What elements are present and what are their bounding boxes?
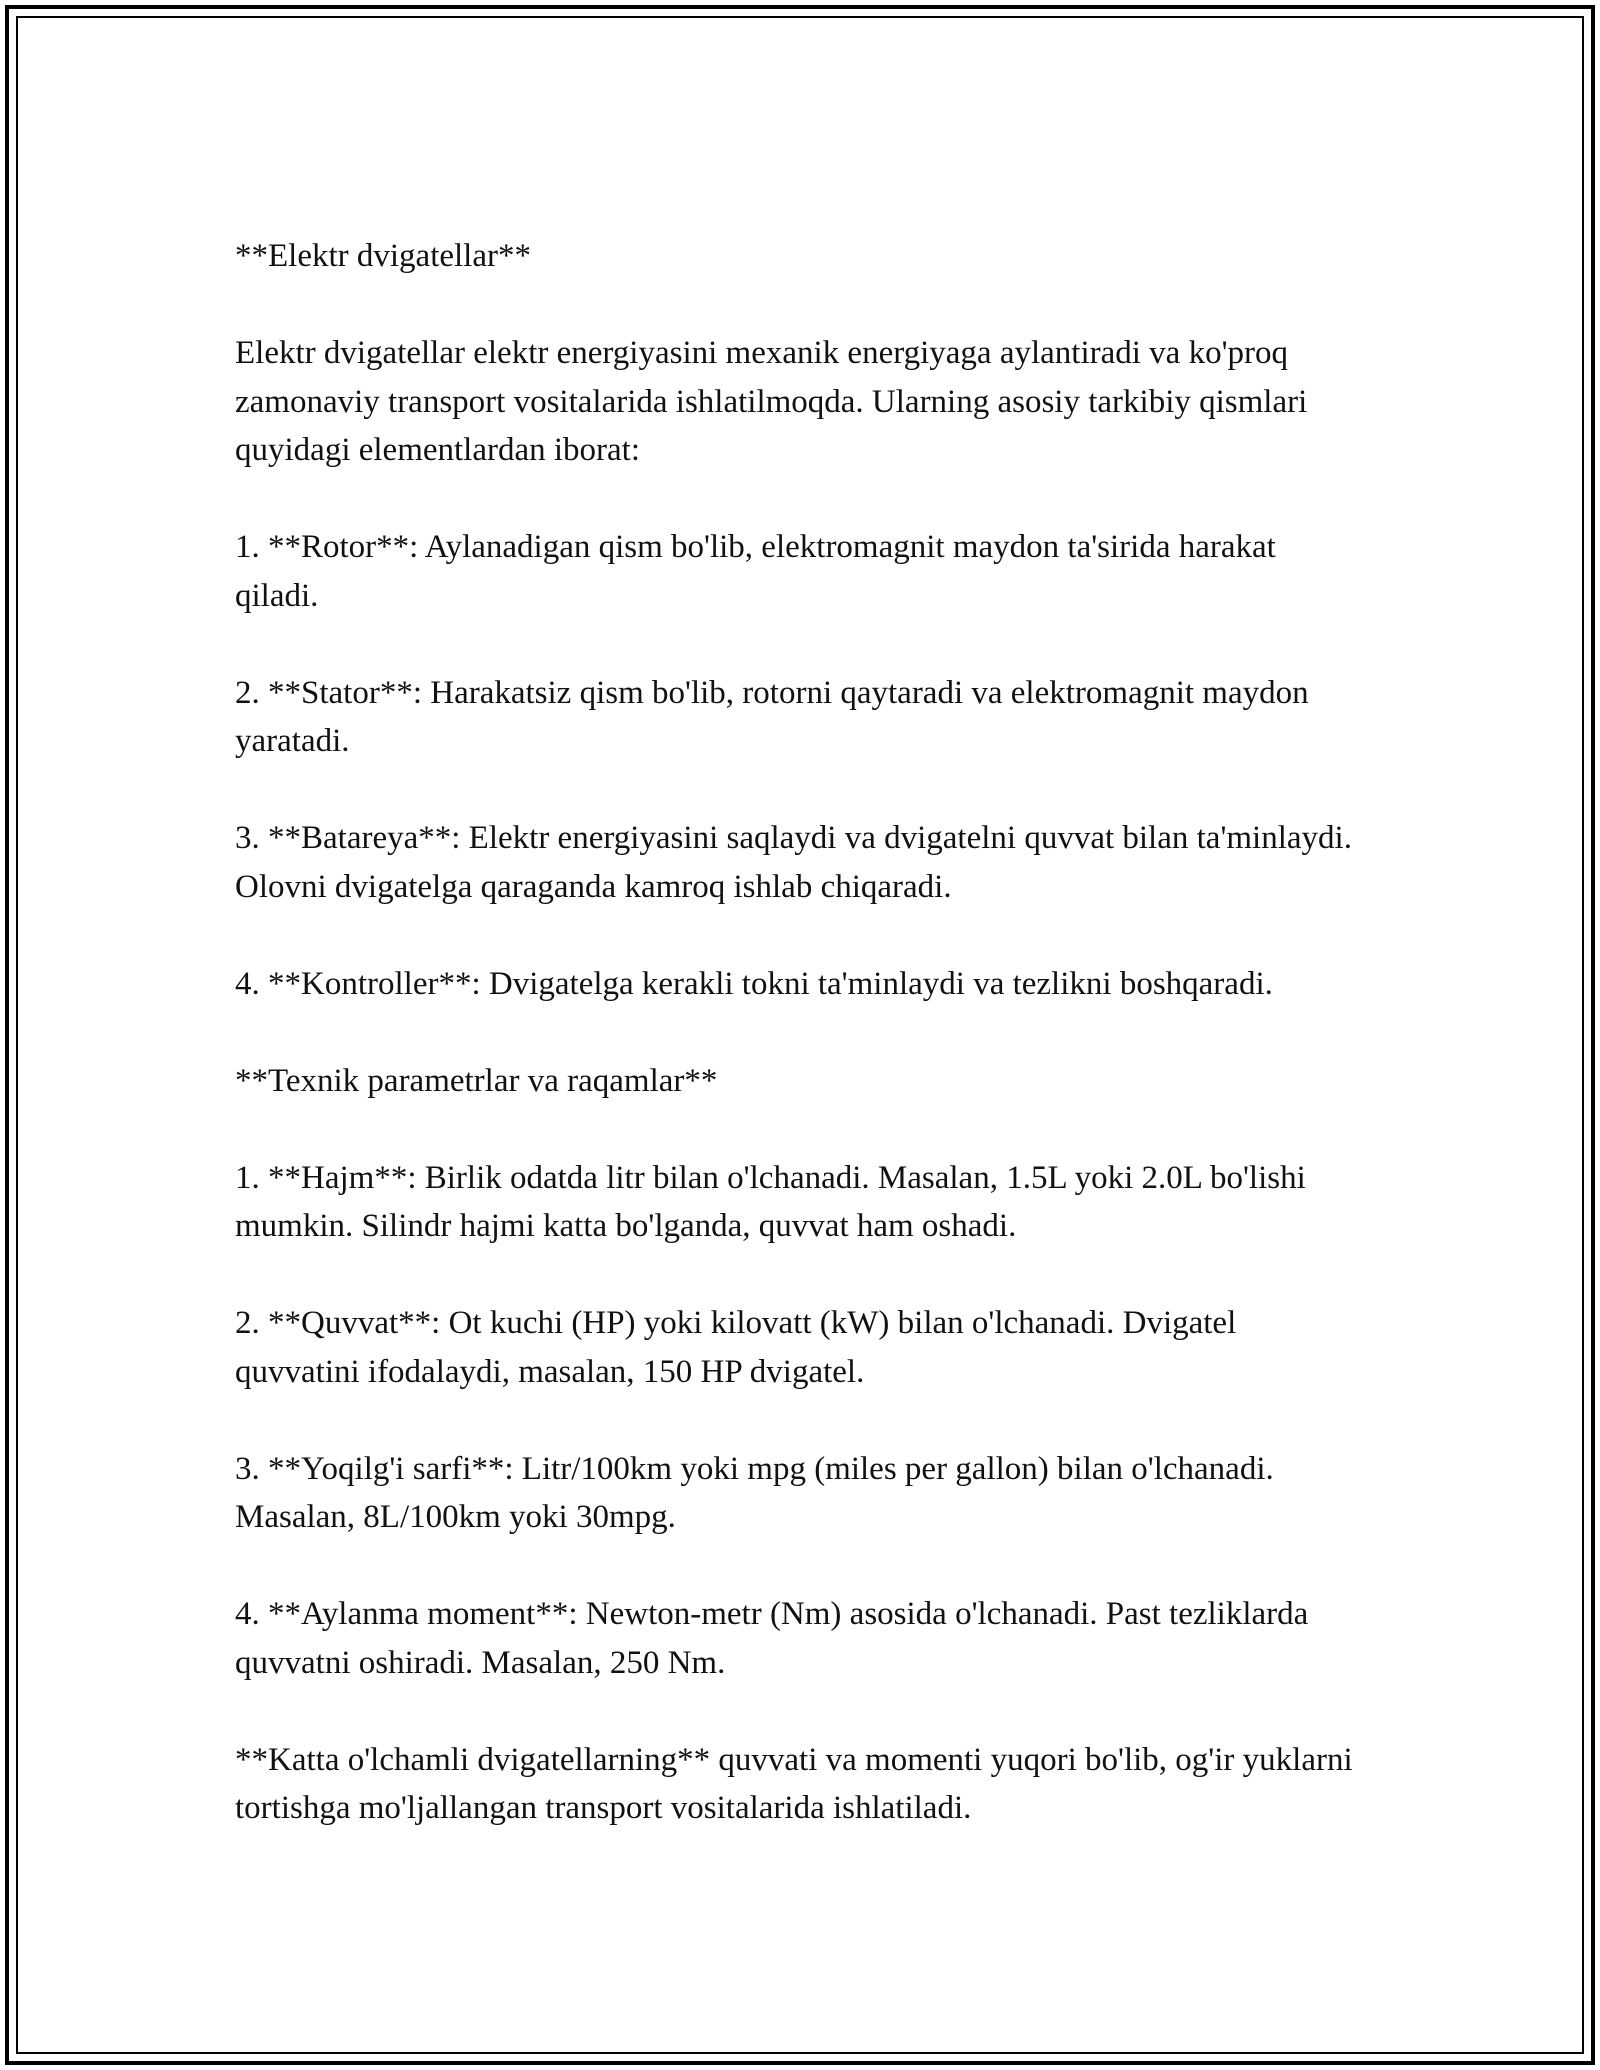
closing-paragraph: **Katta o'lchamli dvigatellarning** quvvati va momenti yuqori bo'lib, og'ir yuklarni tortishga mo'ljallangan transport vositalarida ishlatiladi.	[235, 1741, 1353, 1826]
param-item-hajm: 1. **Hajm**: Birlik odatda litr bilan o'lchanadi. Masalan, 1.5L yoki 2.0L bo'lishi mumkin. Silindr hajmi katta bo'lganda, quvvat ham oshadi.	[235, 1159, 1306, 1244]
component-item-batareya: 3. **Batareya**: Elektr energiyasini saqlaydi va dvigatelni quvvat bilan ta'minlaydi. Olovni dvigatelga qaraganda kamroq ishlab chiqaradi.	[235, 820, 1352, 905]
document-body	[235, 232, 1355, 1833]
param-item-quvvat: 2. **Quvvat**: Ot kuchi (HP) yoki kilovatt (kW) bilan o'lchanadi. Dvigatel quvvatini ifodalaydi, masalan, 150 HP dvigatel.	[235, 1305, 1237, 1390]
document-heading: **Elektr dvigatellar**	[235, 238, 531, 274]
param-item-yoqilgi-sarfi: 3. **Yoqilg'i sarfi**: Litr/100km yoki mpg (miles per gallon) bilan o'lchanadi. Masalan, 8L/100km yoki 30mpg.	[235, 1450, 1274, 1535]
intro-paragraph: Elektr dvigatellar elektr energiyasini mexanik energiyaga aylantiradi va ko'proq zamonaviy transport vositalarida ishlatilmoqda. Ularning asosiy tarkibiy qismlari quyidagi elementlardan iborat:	[235, 335, 1308, 468]
component-item-rotor: 1. **Rotor**: Aylanadigan qism bo'lib, elektromagnit maydon ta'sirida harakat qiladi.	[235, 529, 1276, 614]
component-item-kontroller: 4. **Kontroller**: Dvigatelga kerakli tokni ta'minlaydi va tezlikni boshqaradi.	[235, 965, 1273, 1002]
component-item-stator: 2. **Stator**: Harakatsiz qism bo'lib, rotorni qaytaradi va elektromagnit maydon yaratadi.	[235, 674, 1309, 759]
param-item-aylanma-moment: 4. **Aylanma moment**: Newton-metr (Nm) asosida o'lchanadi. Past tezliklarda quvvatni oshiradi. Masalan, 250 Nm.	[235, 1596, 1309, 1681]
params-heading: **Texnik parametrlar va raqamlar**	[235, 1062, 718, 1099]
